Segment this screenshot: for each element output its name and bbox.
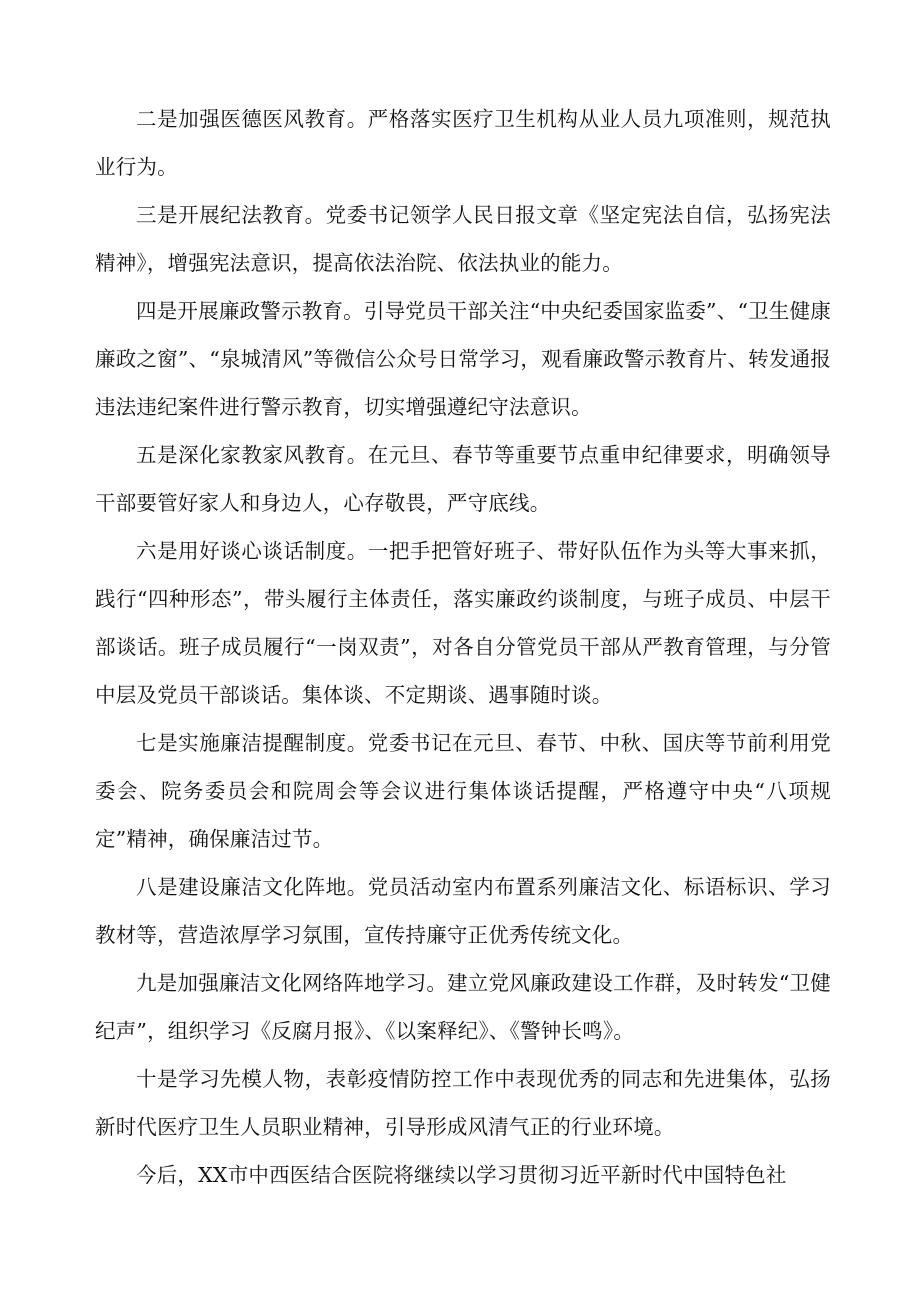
- paragraph-conclusion: 今后，XX市中西医结合医院将继续以学习贯彻习近平新时代中国特色社: [136, 1163, 787, 1187]
- paragraph-8-culture-position: 八是建设廉洁文化阵地。党员活动室内布置系列廉洁文化、标语标识、学习教材等，营造浓厚学习氛围，宣传持廉守正优秀传统文化。: [95, 875, 831, 947]
- paragraph-3-law-education: 三是开展纪法教育。党委书记领学人民日报文章《坚定宪法自信，弘扬宪法精神》，增强宪法意识，提高依法治院、依法执业的能力。: [95, 203, 831, 275]
- document-page: [95, 95, 831, 1301]
- paragraph-6-heart-talk-system: 六是用好谈心谈话制度。一把手把管好班子、带好队伍作为头等大事来抓，践行“四种形态”，带头履行主体责任，落实廉政约谈制度，与班子成员、中层干部谈话。班子成员履行“一岗双责”，对各自分管党员干部从严教育管理，与分管中层及党员干部谈话。集体谈、不定期谈、遇事随时谈。: [95, 539, 831, 707]
- paragraph-9-network-learning: 九是加强廉洁文化网络阵地学习。建立党风廉政建设工作群，及时转发“卫健纪声”，组织学习《反腐月报》、《以案释纪》、《警钟长鸣》。: [95, 971, 831, 1043]
- paragraph-2-medical-ethics: 二是加强医德医风教育。严格落实医疗卫生机构从业人员九项准则，规范执业行为。: [95, 107, 831, 179]
- paragraph-10-role-models: 十是学习先模人物，表彰疫情防控工作中表现优秀的同志和先进集体，弘扬新时代医疗卫生人员职业精神，引导形成风清气正的行业环境。: [95, 1067, 831, 1139]
- paragraph-7-integrity-reminder: 七是实施廉洁提醒制度。党委书记在元旦、春节、中秋、国庆等节前利用党委会、院务委员会和院周会等会议进行集体谈话提醒，严格遵守中央“八项规定”精神，确保廉洁过节。: [95, 731, 831, 851]
- paragraph-4-warning-education: 四是开展廉政警示教育。引导党员干部关注“中央纪委国家监委”、“卫生健康廉政之窗”、“泉城清风”等微信公众号日常学习，观看廉政警示教育片、转发通报违法违纪案件进行警示教育，切实增强遵纪守法意识。: [95, 299, 831, 419]
- paragraph-5-family-education: 五是深化家教家风教育。在元旦、春节等重要节点重申纪律要求，明确领导干部要管好家人和身边人，心存敬畏，严守底线。: [95, 443, 831, 515]
